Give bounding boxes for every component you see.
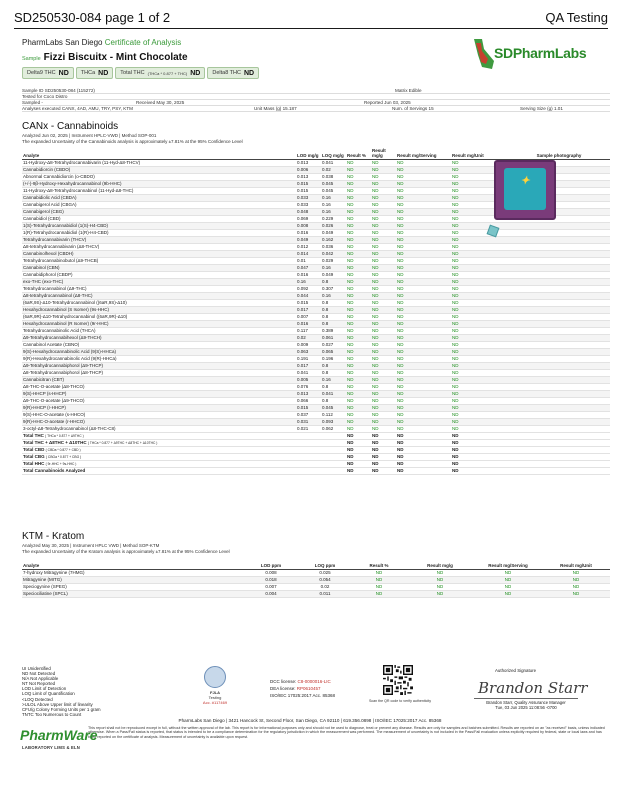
canx-uncertainty: The expanded Uncertainty of the Cannabinoids analysis is approximately ±7.81% at the 95% Confidence Level <box>22 139 243 144</box>
col-result-serving: Result mg/Serving <box>396 147 451 159</box>
table-row: 9(R)-HHCP (r-HHCP) 0.015 0.045 ND ND ND ND <box>22 404 610 411</box>
table-row: Cannabidiolic Acid (CBDA) 0.033 0.16 ND ND ND ND <box>22 194 610 201</box>
table-row: 9(R)-HHC-O-acetate (r-HHCO) 0.031 0.093 ND ND ND ND <box>22 418 610 425</box>
abbreviation-item: N/A Not Applicable <box>22 676 59 682</box>
table-row: 7-hydroxy Mitragynine (7HMG) 0.008 0.025 ND ND ND ND <box>22 569 610 576</box>
table-row: 9(S)-Hexahydrocannabinolic Acid (9(S)-HHCa) 0.063 0.065 ND ND ND ND <box>22 348 610 355</box>
summary-pills <box>22 67 259 79</box>
sample-meta <box>22 88 610 112</box>
kratom-table <box>22 557 610 598</box>
meta-serving-size: Serving Size (g) 1.01 <box>520 106 563 111</box>
col-analyte: Analyte <box>22 147 296 159</box>
document-id: SD250530-084 page 1 of 2 <box>14 10 171 25</box>
table-row: Cannabinol Acetate (CBNO) 0.009 0.027 ND ND ND ND <box>22 341 610 348</box>
table-row: Mitragynine (MITG) 0.018 0.054 ND ND ND ND <box>22 576 610 583</box>
col-result-unit: Result mg/Unit <box>451 147 508 159</box>
canx-title: CANx - Cannabinoids <box>22 121 119 132</box>
table-row: Cannabicitran (CBT) 0.005 0.16 ND ND ND ND <box>22 376 610 383</box>
abbreviation-item: CFU/g Colony Forming Units per 1 gram <box>22 706 101 712</box>
meta-received: Received May 30, 2025 <box>136 100 185 105</box>
meta-matrix: Matrix Edible <box>395 88 422 93</box>
pill-thca: THCa ND <box>76 67 114 79</box>
meta-reported: Reported Jun 03, 2025 <box>364 100 411 105</box>
signature-heading: Authorized Signature <box>495 668 537 673</box>
table-row: Tetrahydrocannabinobutol (Δ9-THCB) 0.01 0.029 ND ND ND ND <box>22 257 610 264</box>
lab-name: PharmLabs San Diego <box>22 38 103 47</box>
top-bar <box>14 9 608 29</box>
table-row: Cannabigerol Acid (CBGA) 0.033 0.16 ND ND ND ND <box>22 201 610 208</box>
ktm-col-loq: LOQ ppm <box>298 557 352 569</box>
canx-analyzed: Analyzed Jun 02, 2025 | Instrument HPLC-VWD | Method SOP-001 <box>22 133 157 138</box>
table-row: Speciociliatine (SPCL) 0.004 0.011 ND ND ND ND <box>22 590 610 597</box>
table-row: Cannabinolhexol (CBDH) 0.014 0.042 ND ND ND ND <box>22 250 610 257</box>
ktm-col-result-pct: Result % <box>352 557 406 569</box>
table-row: Δ9-Tetrahydrocannabihexol (Δ9-THCH) 0.02 0.061 ND ND ND ND <box>22 334 610 341</box>
meta-analyses: Analyses executed CANX, 4AD, AMU, TRY, PSY, KTM <box>22 106 133 111</box>
ktm-col-lod: LOD ppm <box>244 557 298 569</box>
total-row: Total CBD ( CBDa * 0.877 + CBD ) ND ND ND ND <box>22 446 610 453</box>
table-row: Δ9-THC-O-acetate (Δ9-THCO) 0.066 0.8 ND ND ND ND <box>22 397 610 404</box>
pill-delta9-thc: Delta9 THC ND <box>22 67 74 79</box>
table-row: 1(S)-Tetrahydrocannabidiol (1(S)-H4-CBD) 0.008 0.026 ND ND ND ND <box>22 222 610 229</box>
table-row: Cannabidiorcin (CBDO) 0.006 0.02 ND ND ND ND <box>22 166 610 173</box>
pill-total-thc: Total THC (THCa * 0.877 + THC) ND <box>115 67 205 79</box>
abbreviations-legend <box>22 666 101 717</box>
pill-delta8-thc: Delta8 THC ND <box>207 67 259 79</box>
table-row: Cannabidiol (CBD) 0.069 0.229 ND ND ND ND <box>22 215 610 222</box>
col-result-mgg: Result mg/g <box>371 147 396 159</box>
table-row: (6aR,9S)-Δ10-Tetrahydrocannabinol ((6aR,9S)-Δ10) 0.015 0.8 ND ND ND ND <box>22 299 610 306</box>
table-row: Δ8-tetrahydrocannabivarin (Δ8-THCV) 0.012 0.036 ND ND ND ND <box>22 243 610 250</box>
signature: Brandon Starr <box>478 679 588 697</box>
total-row: Total CBG ( CBGa * 0.877 + CBG ) ND ND ND ND <box>22 453 610 460</box>
coa-title: Certificate of Analysis <box>104 38 182 47</box>
table-row: exo-THC (exo-THC) 0.16 0.8 ND ND ND ND <box>22 278 610 285</box>
table-row: 9(R)-Hexahydrocannabinolic Acid (9(R)-HHCa) 0.191 0.196 ND ND ND ND <box>22 355 610 362</box>
col-sample-photo: Sample photography <box>508 147 610 159</box>
table-row: Δ8-THC-O-acetate (Δ8-THCO) 0.076 0.8 ND ND ND ND <box>22 383 610 390</box>
verification-qr-icon[interactable] <box>383 665 413 695</box>
ktm-analyzed: Analyzed May 30, 2025 | Instrument HPLC VWD | Method SOP-KTM <box>22 543 160 548</box>
lab-address: PharmLabs San Diego | 3421 Hancock St, Second Floor, San Diego, CA 92110 | 619.356.0898 | ISO/IEC 17025:2017 Acc. 85368 <box>178 718 442 723</box>
table-row: Tetrahydrocannabivarin (THCV) 0.049 0.162 ND ND ND ND <box>22 236 610 243</box>
table-row: Δ9-Tetrahydrocannabiphorol (Δ9-THCP) 0.017 0.8 ND ND ND ND <box>22 362 610 369</box>
signer: Brandon Starr, Quality Assurance Manager Tue, 03 Jun 2025 11:08:56 -0700 <box>486 700 566 710</box>
product-photo-icon: ✦ <box>520 175 530 187</box>
table-row: Cannabidiphorol (CBDP) 0.016 0.049 ND ND ND ND <box>22 271 610 278</box>
abbreviation-item: >ULOL Above Upper limit of linearity <box>22 701 93 707</box>
abbreviation-item: TNTC Too Numerous to Count <box>22 711 82 717</box>
logo-text: SDPharmLabs <box>494 45 587 61</box>
table-row: Cannabinol (CBN) 0.047 0.16 ND ND ND ND <box>22 264 610 271</box>
table-row: (+/-)-9β-Hydroxy-Hexahydrocannabinol (9b-HHC) 0.015 0.045 ND ND ND ND <box>22 180 610 187</box>
total-row: Total Cannabinoids Analyzed ND ND ND ND <box>22 467 610 474</box>
table-row: Hexahydrocannabinol (R Isomer) (9r-HHC) 0.016 0.8 ND ND ND ND <box>22 320 610 327</box>
table-row: Tetrahydrocannabinolic Acid (THCA) 0.117 0.389 ND ND ND ND <box>22 327 610 334</box>
qa-testing-title: QA Testing <box>545 10 608 25</box>
abbreviation-item: LOD Limit of Detection <box>22 686 67 692</box>
ktm-title: KTM - Kratom <box>22 531 85 542</box>
table-row: Cannabigerol (CBG) 0.048 0.16 ND ND ND ND <box>22 208 610 215</box>
table-row: Hexahydrocannabinol (S Isomer) (9s-HHC) 0.017 0.8 ND ND ND ND <box>22 306 610 313</box>
iso-accreditation: ISO/IEC 17025:2017 Acc. 85368 <box>270 693 336 698</box>
table-row: 3-octyl-Δ8-Tetrahydrocannabinol (Δ8-THC-C8) 0.021 0.062 ND ND ND ND <box>22 425 610 432</box>
sample-name: Fizzi Biscuitx - Mint Chocolate <box>43 52 188 63</box>
ktm-col-result-serving: Result mg/Serving <box>474 557 542 569</box>
meta-servings: Num. of Servings 15 <box>392 106 434 111</box>
total-row: Total THC + Δ8THC + Δ10THC ( THCa * 0.877 + Δ9THC + Δ8THC + Δ10THC ) ND ND ND ND <box>22 439 610 446</box>
ktm-col-analyte: Analyte <box>22 557 244 569</box>
pharmware-logo: PharmWare LABORATORY LIMS & ELN <box>20 727 98 750</box>
ktm-uncertainty: The expanded Uncertainty of the Kratom analysis is approximately ±7.81% at the 95% Confidence Level <box>22 549 230 554</box>
qr-caption: Scan the QR code to verify authenticity <box>368 699 432 703</box>
col-result-pct: Result % <box>346 147 371 159</box>
table-row: 1(R)-Tetrahydrocannabidiol (1(R)-H4-CBD) 0.016 0.049 ND ND ND ND <box>22 229 610 236</box>
sample-photo <box>494 160 556 220</box>
sdpharmlabs-logo <box>468 37 610 71</box>
abbreviation-item: NT Not Reported <box>22 681 56 687</box>
abbreviation-item: <LOQ Detected <box>22 696 53 702</box>
table-row: Δ8-tetrahydrocannabinol (Δ8-THC) 0.044 0.16 ND ND ND ND <box>22 292 610 299</box>
table-row: 9(S)-HHC-O-acetate (s-HHCO) 0.037 0.112 ND ND ND ND <box>22 411 610 418</box>
fjla-emblem-icon <box>204 666 226 688</box>
total-row: Total THC ( THCa * 0.877 + Δ9THC ) ND ND ND ND <box>22 432 610 439</box>
fjla-accreditation: FJLA Testing Acc. #117469 <box>190 666 240 705</box>
abbreviation-item: ND Not Detected <box>22 671 56 677</box>
meta-tested-for: Tested for Coco Distro <box>22 94 68 99</box>
table-row: Δ8-Tetrahydrocannabiphorol (Δ8-THCP) 0.041 0.8 ND ND ND ND <box>22 369 610 376</box>
kratom-rows <box>22 569 610 597</box>
ktm-col-result-mgg: Result mg/g <box>406 557 474 569</box>
meta-unit-mass: Unit Mass (g) 15.187 <box>254 106 297 111</box>
col-loq: LOQ mg/g <box>321 147 346 159</box>
sample-line <box>22 52 188 63</box>
lab-line <box>22 38 181 47</box>
sample-label: Sample <box>22 56 41 62</box>
table-row: 9(S)-HHCP (s-HHCP) 0.013 0.041 ND ND ND ND <box>22 390 610 397</box>
license-info: DCC license: C8-0000016-LIC DEA license: RP0610457 ISO/IEC 17025:2017 Acc. 85368 <box>270 679 336 698</box>
table-row: Tetrahydrocannabinol (Δ9-THC) 0.092 0.307 ND ND ND ND <box>22 285 610 292</box>
disclaimer: This report shall not be reproduced except in full, without the written approval of the lab. This report is for informational purposes only and should not be used to diagnose, treat or prevent any disease. Results are only for samples and batches submitted. Results are reported on an "as received" basis, unless indicated otherwise. When a Pass/Fail status is reported, that status is intended to be a compliance determination for the regulatory jurisdiction in which the measurement was performed. The measurement of uncertainty is not included in the Pass/Fail evaluation unless explicitly required by federal, state or local laws and has been reported on the certificate of analysis. Measurement of uncertainty is available upon request. <box>88 726 605 739</box>
table-row: Abnormal Cannabidiorcin (o-CBDO) 0.013 0.038 ND ND ND ND <box>22 173 610 180</box>
meta-sampled: Sampled - <box>22 100 43 105</box>
col-lod: LOD mg/g <box>296 147 321 159</box>
abbreviation-item: LOQ Limit of Quantification <box>22 691 75 697</box>
total-row: Total HHC ( 9r-HHC + 9s-HHC ) ND ND ND ND <box>22 460 610 467</box>
table-row: Speciogynine (SPEG) 0.007 0.02 ND ND ND ND <box>22 583 610 590</box>
meta-sample-id: Sample ID SD250530-084 (115272) <box>22 88 95 93</box>
table-row: 11-Hydroxy-Δ8-Tetrahydrocannabinol (11-Hyd-Δ8-THC) 0.015 0.045 ND ND ND ND <box>22 187 610 194</box>
ktm-col-result-unit: Result mg/Unit <box>542 557 610 569</box>
table-row: (6aR,9R)-Δ10-Tetrahydrocannabinol ((6aR,9R)-Δ10) 0.007 0.8 ND ND ND ND <box>22 313 610 320</box>
table-row: 11-Hydroxy-Δ8-Tetrahydrocannabivarin (11-Hyd-Δ8-THCV) 0.013 0.041 ND ND ND ND <box>22 159 610 166</box>
abbreviation-item: UI Unidentified <box>22 666 51 671</box>
